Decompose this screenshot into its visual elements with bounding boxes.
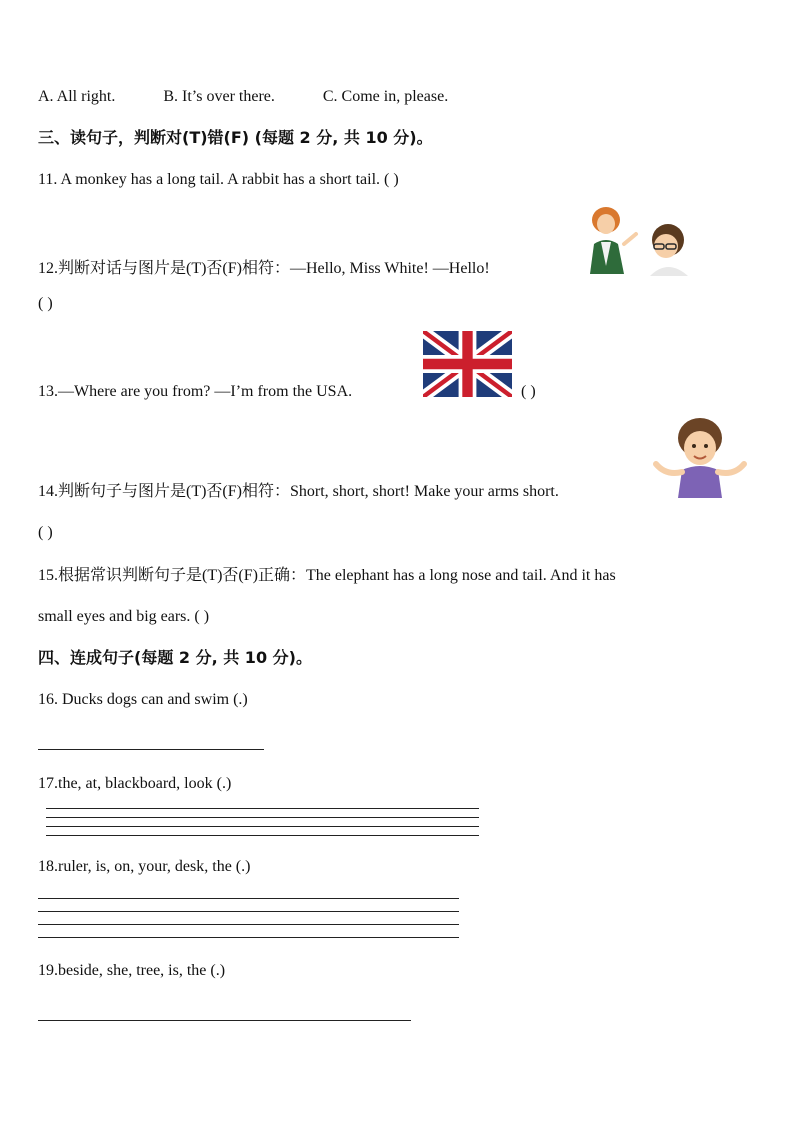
- question-14: 14.判断句子与图片是(T)否(F)相符：Short, short, short! Make your arms short.: [38, 483, 559, 500]
- question-15-line-2: small eyes and big ears. ( ): [38, 608, 210, 625]
- question-13-answer-blank[interactable]: ( ): [521, 383, 536, 400]
- question-18: 18.ruler, is, on, your, desk, the (.): [38, 858, 251, 875]
- question-14-answer-blank[interactable]: ( ): [38, 524, 53, 541]
- answer-line-19[interactable]: [38, 1020, 411, 1021]
- boy-shrugging-illustration-icon: [650, 416, 748, 498]
- question-12: 12.判断对话与图片是(T)否(F)相符：—Hello, Miss White! —Hello!: [38, 260, 490, 277]
- option-b: B. It’s over there.: [163, 88, 275, 105]
- answer-line: [38, 924, 459, 925]
- teacher-and-boy-illustration-icon: [584, 204, 696, 276]
- section3-title: 三、读句子，判断对(T)错(F) (每题 2 分, 共 10 分)。: [38, 128, 433, 147]
- question-11: 11. A monkey has a long tail. A rabbit has a short tail. ( ): [38, 171, 399, 188]
- question-15-line-1: 15.根据常识判断句子是(T)否(F)正确：The elephant has a long nose and tail. And it has: [38, 567, 616, 584]
- answer-line: [46, 835, 479, 836]
- option-a: A. All right.: [38, 88, 116, 105]
- answer-options-row: [38, 87, 448, 107]
- answer-line: [46, 808, 479, 809]
- answer-line: [38, 898, 459, 899]
- union-jack-flag-icon: [423, 331, 512, 397]
- question-16: 16. Ducks dogs can and swim (.): [38, 691, 248, 708]
- question-13: 13.—Where are you from? —I’m from the USA.: [38, 383, 353, 400]
- answer-line: [46, 826, 479, 827]
- option-c: C. Come in, please.: [322, 88, 449, 105]
- answer-line: [38, 937, 459, 938]
- section4-title: 四、连成句子(每题 2 分, 共 10 分)。: [38, 648, 312, 667]
- question-19: 19.beside, she, tree, is, the (.): [38, 962, 226, 979]
- answer-line-16[interactable]: [38, 749, 264, 750]
- question-12-answer-blank[interactable]: ( ): [38, 295, 53, 312]
- answer-line: [46, 817, 479, 818]
- question-17: 17.the, at, blackboard, look (.): [38, 775, 232, 792]
- answer-line: [38, 911, 459, 912]
